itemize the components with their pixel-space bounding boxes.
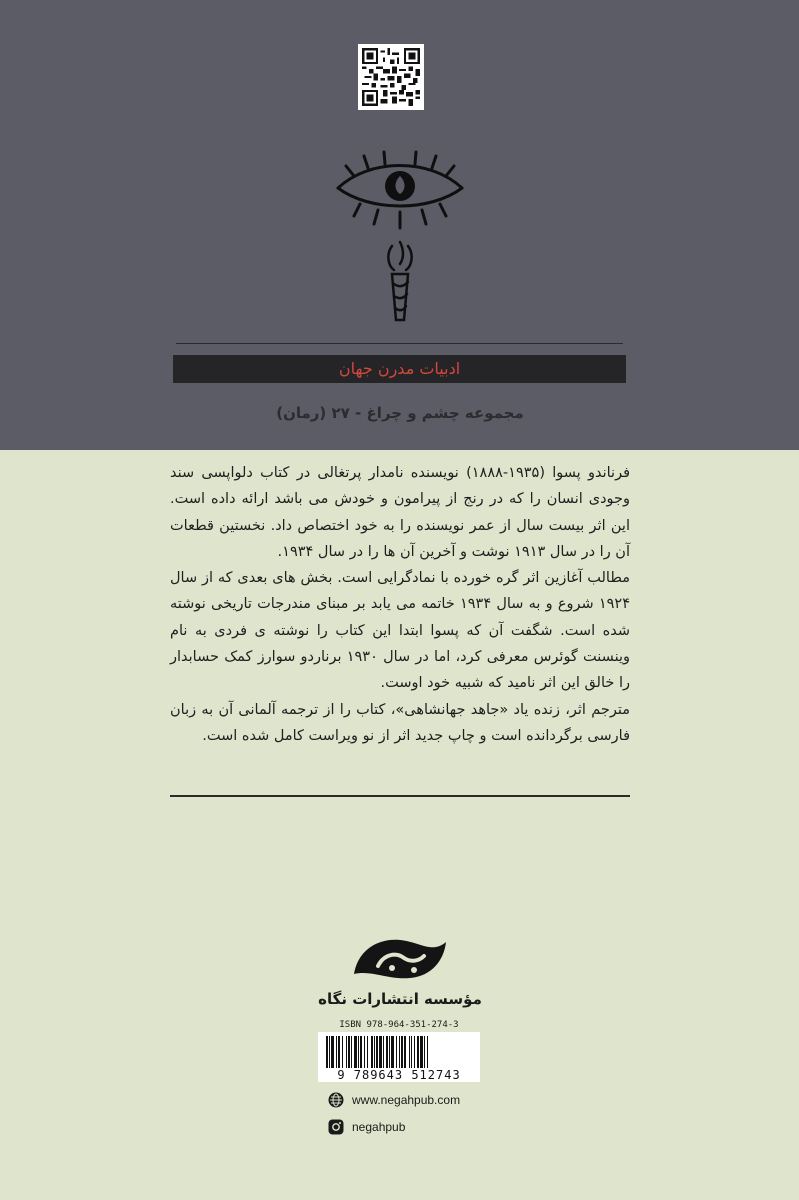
- website-link[interactable]: www.negahpub.com: [352, 1093, 461, 1107]
- series-subtitle: مجموعه چشم و چراغ - ۲۷ (رمان): [276, 404, 524, 422]
- publisher-name: مؤسسه انتشارات نگاه: [318, 990, 482, 1008]
- top-cover-panel: [0, 0, 799, 450]
- qr-code-icon: [358, 44, 424, 110]
- globe-icon: [328, 1092, 344, 1108]
- isbn-label: ISBN 978-964-351-274-3: [339, 1020, 459, 1030]
- barcode-bars: [326, 1036, 472, 1068]
- description-paragraph: مترجم اثر، زنده یاد «جاهد جهانشاهی»، کتاب را از ترجمه آلمانی آن به زبان فارسی برگردانده است و چاپ جدید اثر از نو ویراست کامل شده است.: [170, 701, 630, 744]
- instagram-handle[interactable]: negahpub: [352, 1120, 406, 1134]
- publisher-logo: [348, 930, 452, 986]
- barcode: [318, 1032, 480, 1082]
- description-paragraph: مطالب آغازین اثر گره خورده با نمادگرایی است. بخش های بعدی که از سال ۱۹۲۴ شروع و به سال ۱۹۳۴ خاتمه می یابد بر مبنای مندرجات تاریخی نوشته شده است. شگفت آن که پسوا ابتدا این کتاب را نوشته ی فردی به نام وینسنت گوئرس معرفی کرد، اما در سال ۱۹۳۰ برناردو سوارز کمک حسابدار را خالق این اثر نامید که شبیه خود اوست.: [170, 570, 631, 692]
- website-row: [328, 1091, 460, 1109]
- top-divider: [176, 343, 623, 344]
- description-paragraph: فرناندو پسوا (۱۹۳۵-۱۸۸۸) نویسنده نامدار پرتغالی در کتاب دلواپسی سند وجودی انسان را که در رنج از پیرامون و خودش می باشد ارائه داده است. این اثر بیست سال از عمر نویسنده را به خود اختصاص داد. نخستین قطعات آن را در سال ۱۹۱۳ نوشت و آخرین آن ها را در سال ۱۹۳۴.: [170, 465, 631, 560]
- eye-emblem-icon: [330, 150, 470, 330]
- bottom-divider: [170, 795, 630, 797]
- series-title-bar: ادبیات مدرن جهان: [173, 355, 626, 383]
- barcode-digits: 9 789643 512743: [337, 1068, 461, 1082]
- instagram-icon: [328, 1119, 344, 1135]
- book-description: [170, 460, 630, 749]
- instagram-row: [328, 1118, 405, 1136]
